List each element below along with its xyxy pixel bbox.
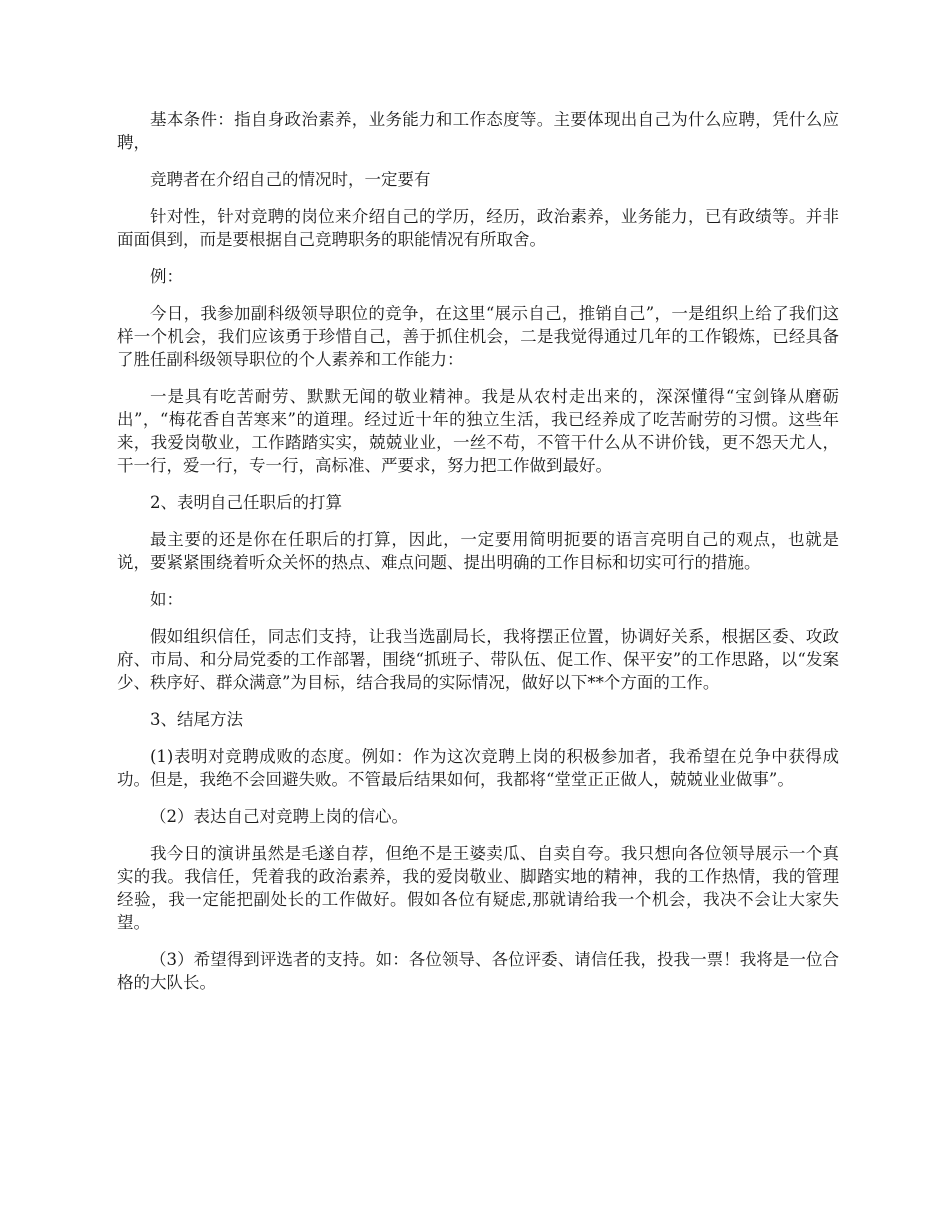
paragraph-plans-example: 假如组织信任，同志们支持，让我当选副局长，我将摆正位置，协调好关系，根据区委、攻政府、市局、和分局党委的工作部署，围绕“抓班子、带队伍、促工作、保平安”的工作思路，以“发案少、秩序好、群众满意”为目标，结合我局的实际情况，做好以下**个方面的工作。: [117, 627, 839, 692]
paragraph-confidence-heading: （2）表达自己对竞聘上岗的信心。: [150, 807, 408, 826]
paragraph-example-text: 今日，我参加副科级领导职位的竞争，在这里“展示自己，推销自己”，一是组织上给了我们这样一个机会，我们应该勇于珍惜自己，善于抓住机会，二是我觉得通过几年的工作锻炼，已经具备了胜任副科级领导职位的个人素养和工作能力：: [117, 304, 839, 369]
section-heading-plans: 2、表明自己任职后的打算: [150, 493, 342, 512]
paragraph-example-label: 例：: [150, 267, 183, 286]
paragraph-such-as-label: 如：: [150, 590, 183, 609]
paragraph-confidence-text: 我今日的演讲虽然是毛遂自荐，但绝不是王婆卖瓜、自卖自夸。我只想向各位领导展示一个真实的我。我信任，凭着我的政治素养，我的爱岗敬业、脚踏实地的精神，我的工作热情，我的管理经验，我一定能把副处长的工作做好。假如各位有疑虑,那就请给我一个机会，我决不会让大家失望。: [117, 844, 839, 932]
paragraph-basic-conditions: 基本条件：指自身政治素养，业务能力和工作态度等。主要体现出自己为什么应聘，凭什么应聘，: [117, 110, 839, 152]
paragraph-plans-text: 最主要的还是你在任职后的打算，因此，一定要用简明扼要的语言亮明自己的观点，也就是说，要紧紧围绕着听众关怀的热点、难点问题、提出明确的工作目标和切实可行的措施。: [117, 530, 839, 572]
section-heading-ending: 3、结尾方法: [150, 710, 243, 729]
document-body: [117, 108, 839, 1008]
paragraph-dedication: 一是具有吃苦耐劳、默默无闻的敬业精神。我是从农村走出来的，深深懂得“宝剑锋从磨砺出”，“梅花香自苦寒来”的道理。经过近十年的独立生活，我已经养成了吃苦耐劳的习惯。这些年来，我爱岗敬业，工作踏踏实实，兢兢业业，一丝不苟，不管干什么从不讲价钱，更不怨天尤人，干一行，爱一行，专一行，高标准、严要求，努力把工作做到最好。: [117, 387, 839, 475]
paragraph-introduction-note: 竞聘者在介绍自己的情况时，一定要有: [150, 170, 431, 189]
paragraph-attitude: (1)表明对竞聘成败的态度。例如：作为这次竞聘上岗的积极参加者，我希望在兑争中获得成功。但是，我绝不会回避失败。不管最后结果如何，我都将“堂堂正正做人，兢兢业业做事”。: [117, 747, 839, 789]
paragraph-support: （3）希望得到评选者的支持。如：各位领导、各位评委、请信任我，投我一票！我将是一位合格的大队长。: [117, 950, 839, 992]
paragraph-targeted-intro: 针对性，针对竞聘的岗位来介绍自己的学历，经历，政治素养，业务能力，已有政绩等。并非面面俱到，而是要根据自己竞聘职务的职能情况有所取舍。: [117, 207, 839, 249]
